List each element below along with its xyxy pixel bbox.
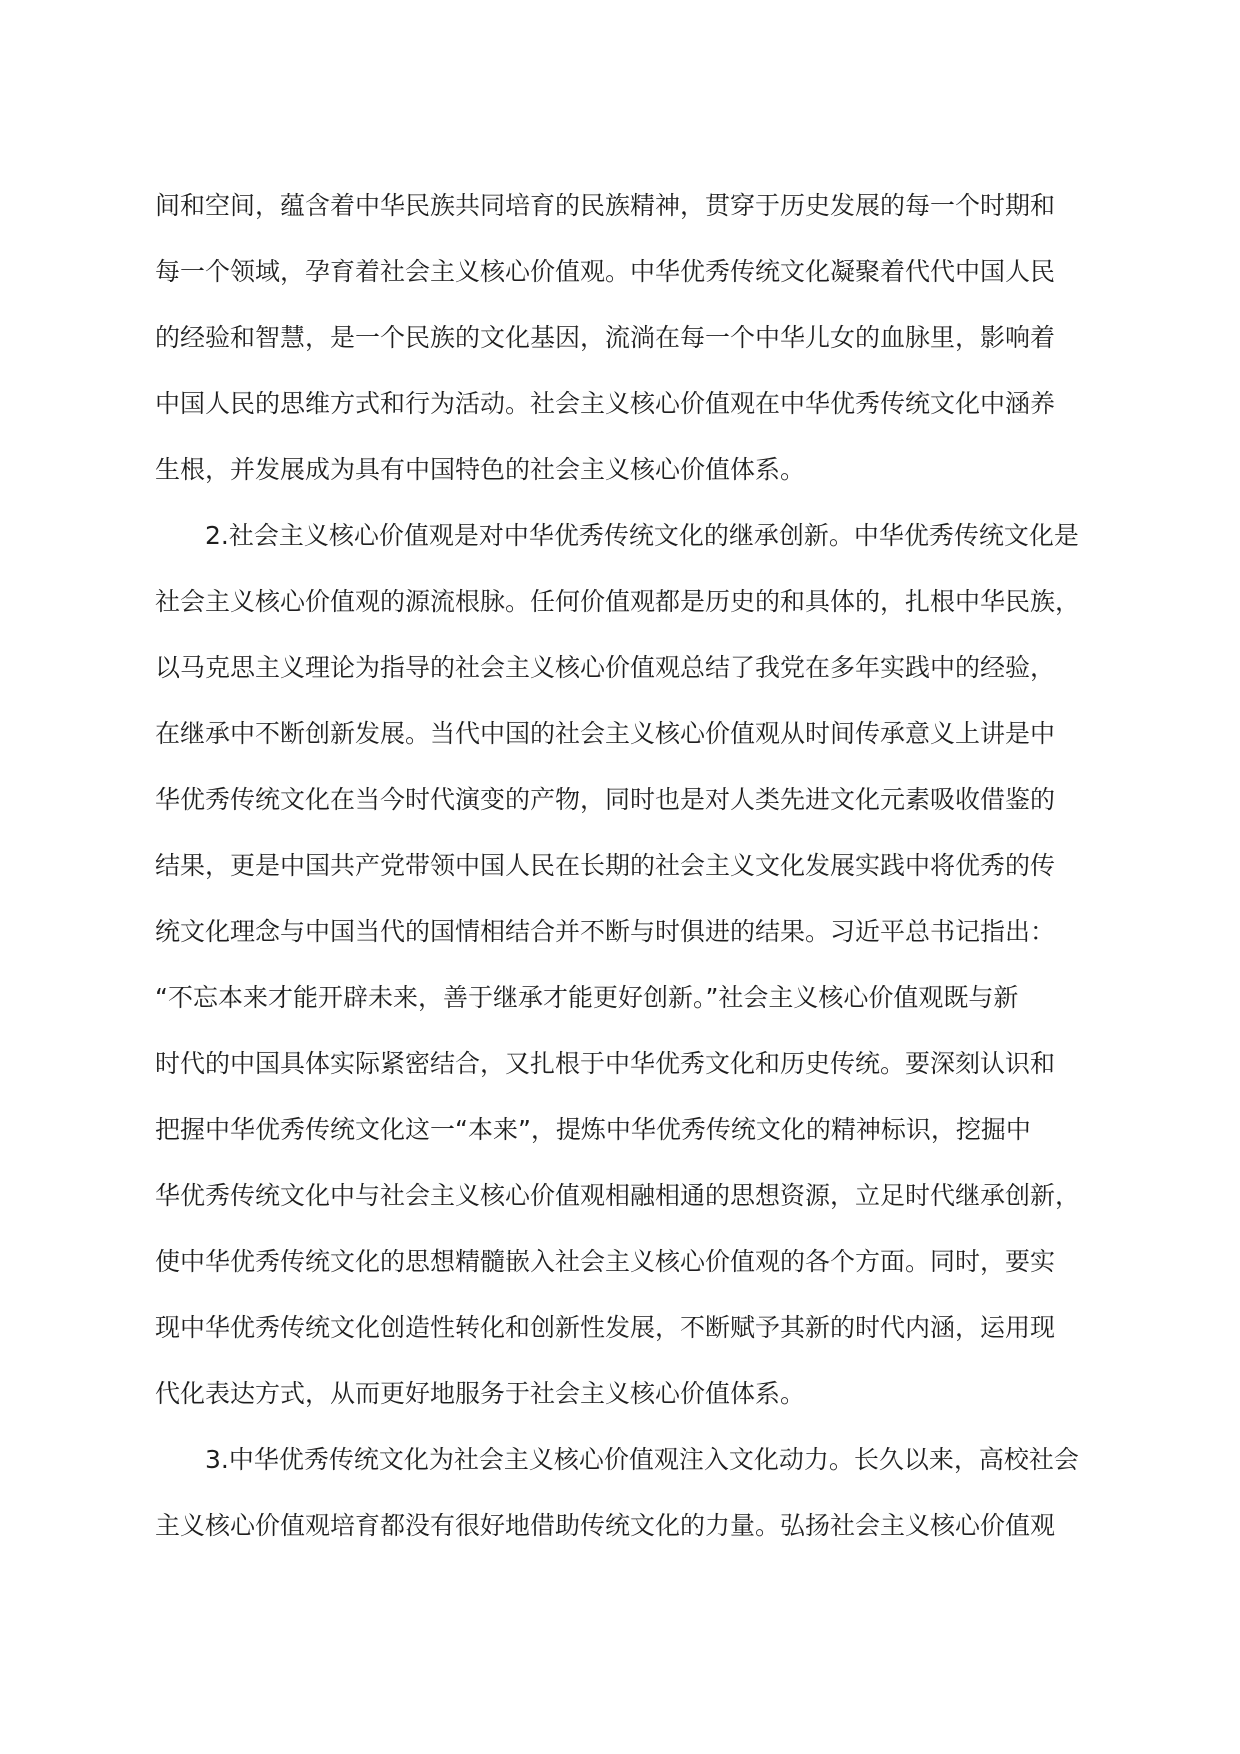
- text-line: 现中华优秀传统文化创造性转化和创新性发展，不断赋予其新的时代内涵，运用现: [155, 1313, 1056, 1342]
- paragraph: [155, 173, 1085, 503]
- text-line: 华优秀传统文化中与社会主义核心价值观相融相通的思想资源，立足时代继承创新，: [155, 1181, 1081, 1210]
- text-line: 生根，并发展成为具有中国特色的社会主义核心价值体系。: [155, 455, 806, 484]
- text-line: 每一个领域，孕育着社会主义核心价值观。中华优秀传统文化凝聚着代代中国人民: [155, 257, 1056, 286]
- paragraph: [155, 503, 1085, 1427]
- text-line: 华优秀传统文化在当今时代演变的产物，同时也是对人类先进文化元素吸收借鉴的: [155, 785, 1056, 814]
- text-line: “不忘本来才能开辟未来，善于继承才能更好创新。”社会主义核心价值观既与新: [155, 983, 1019, 1012]
- text-line: 3.中华优秀传统文化为社会主义核心价值观注入文化动力。长久以来，高校社会: [205, 1445, 1079, 1474]
- text-line: 以马克思主义理论为指导的社会主义核心价值观总结了我党在多年实践中的经验，: [155, 653, 1056, 682]
- text-line: 间和空间，蕴含着中华民族共同培育的民族精神，贯穿于历史发展的每一个时期和: [155, 191, 1056, 220]
- text-line: 使中华优秀传统文化的思想精髓嵌入社会主义核心价值观的各个方面。同时，要实: [155, 1247, 1056, 1276]
- body-text: [155, 173, 1085, 1559]
- text-line: 主义核心价值观培育都没有很好地借助传统文化的力量。弘扬社会主义核心价值观: [155, 1511, 1056, 1540]
- text-line: 把握中华优秀传统文化这一“本来”，提炼中华优秀传统文化的精神标识，挖掘中: [155, 1115, 1031, 1144]
- text-line: 2.社会主义核心价值观是对中华优秀传统文化的继承创新。中华优秀传统文化是: [205, 521, 1079, 550]
- paragraph: [155, 1427, 1085, 1559]
- text-line: 在继承中不断创新发展。当代中国的社会主义核心价值观从时间传承意义上讲是中: [155, 719, 1056, 748]
- text-line: 中国人民的思维方式和行为活动。社会主义核心价值观在中华优秀传统文化中涵养: [155, 389, 1056, 418]
- text-line: 的经验和智慧，是一个民族的文化基因，流淌在每一个中华儿女的血脉里，影响着: [155, 323, 1056, 352]
- text-line: 结果，更是中国共产党带领中国人民在长期的社会主义文化发展实践中将优秀的传: [155, 851, 1056, 880]
- text-line: 代化表达方式，从而更好地服务于社会主义核心价值体系。: [155, 1379, 806, 1408]
- text-line: 统文化理念与中国当代的国情相结合并不断与时俱进的结果。习近平总书记指出：: [155, 917, 1056, 946]
- text-line: 时代的中国具体实际紧密结合，又扎根于中华优秀文化和历史传统。要深刻认识和: [155, 1049, 1056, 1078]
- text-line: 社会主义核心价值观的源流根脉。任何价值观都是历史的和具体的，扎根中华民族，: [155, 587, 1081, 616]
